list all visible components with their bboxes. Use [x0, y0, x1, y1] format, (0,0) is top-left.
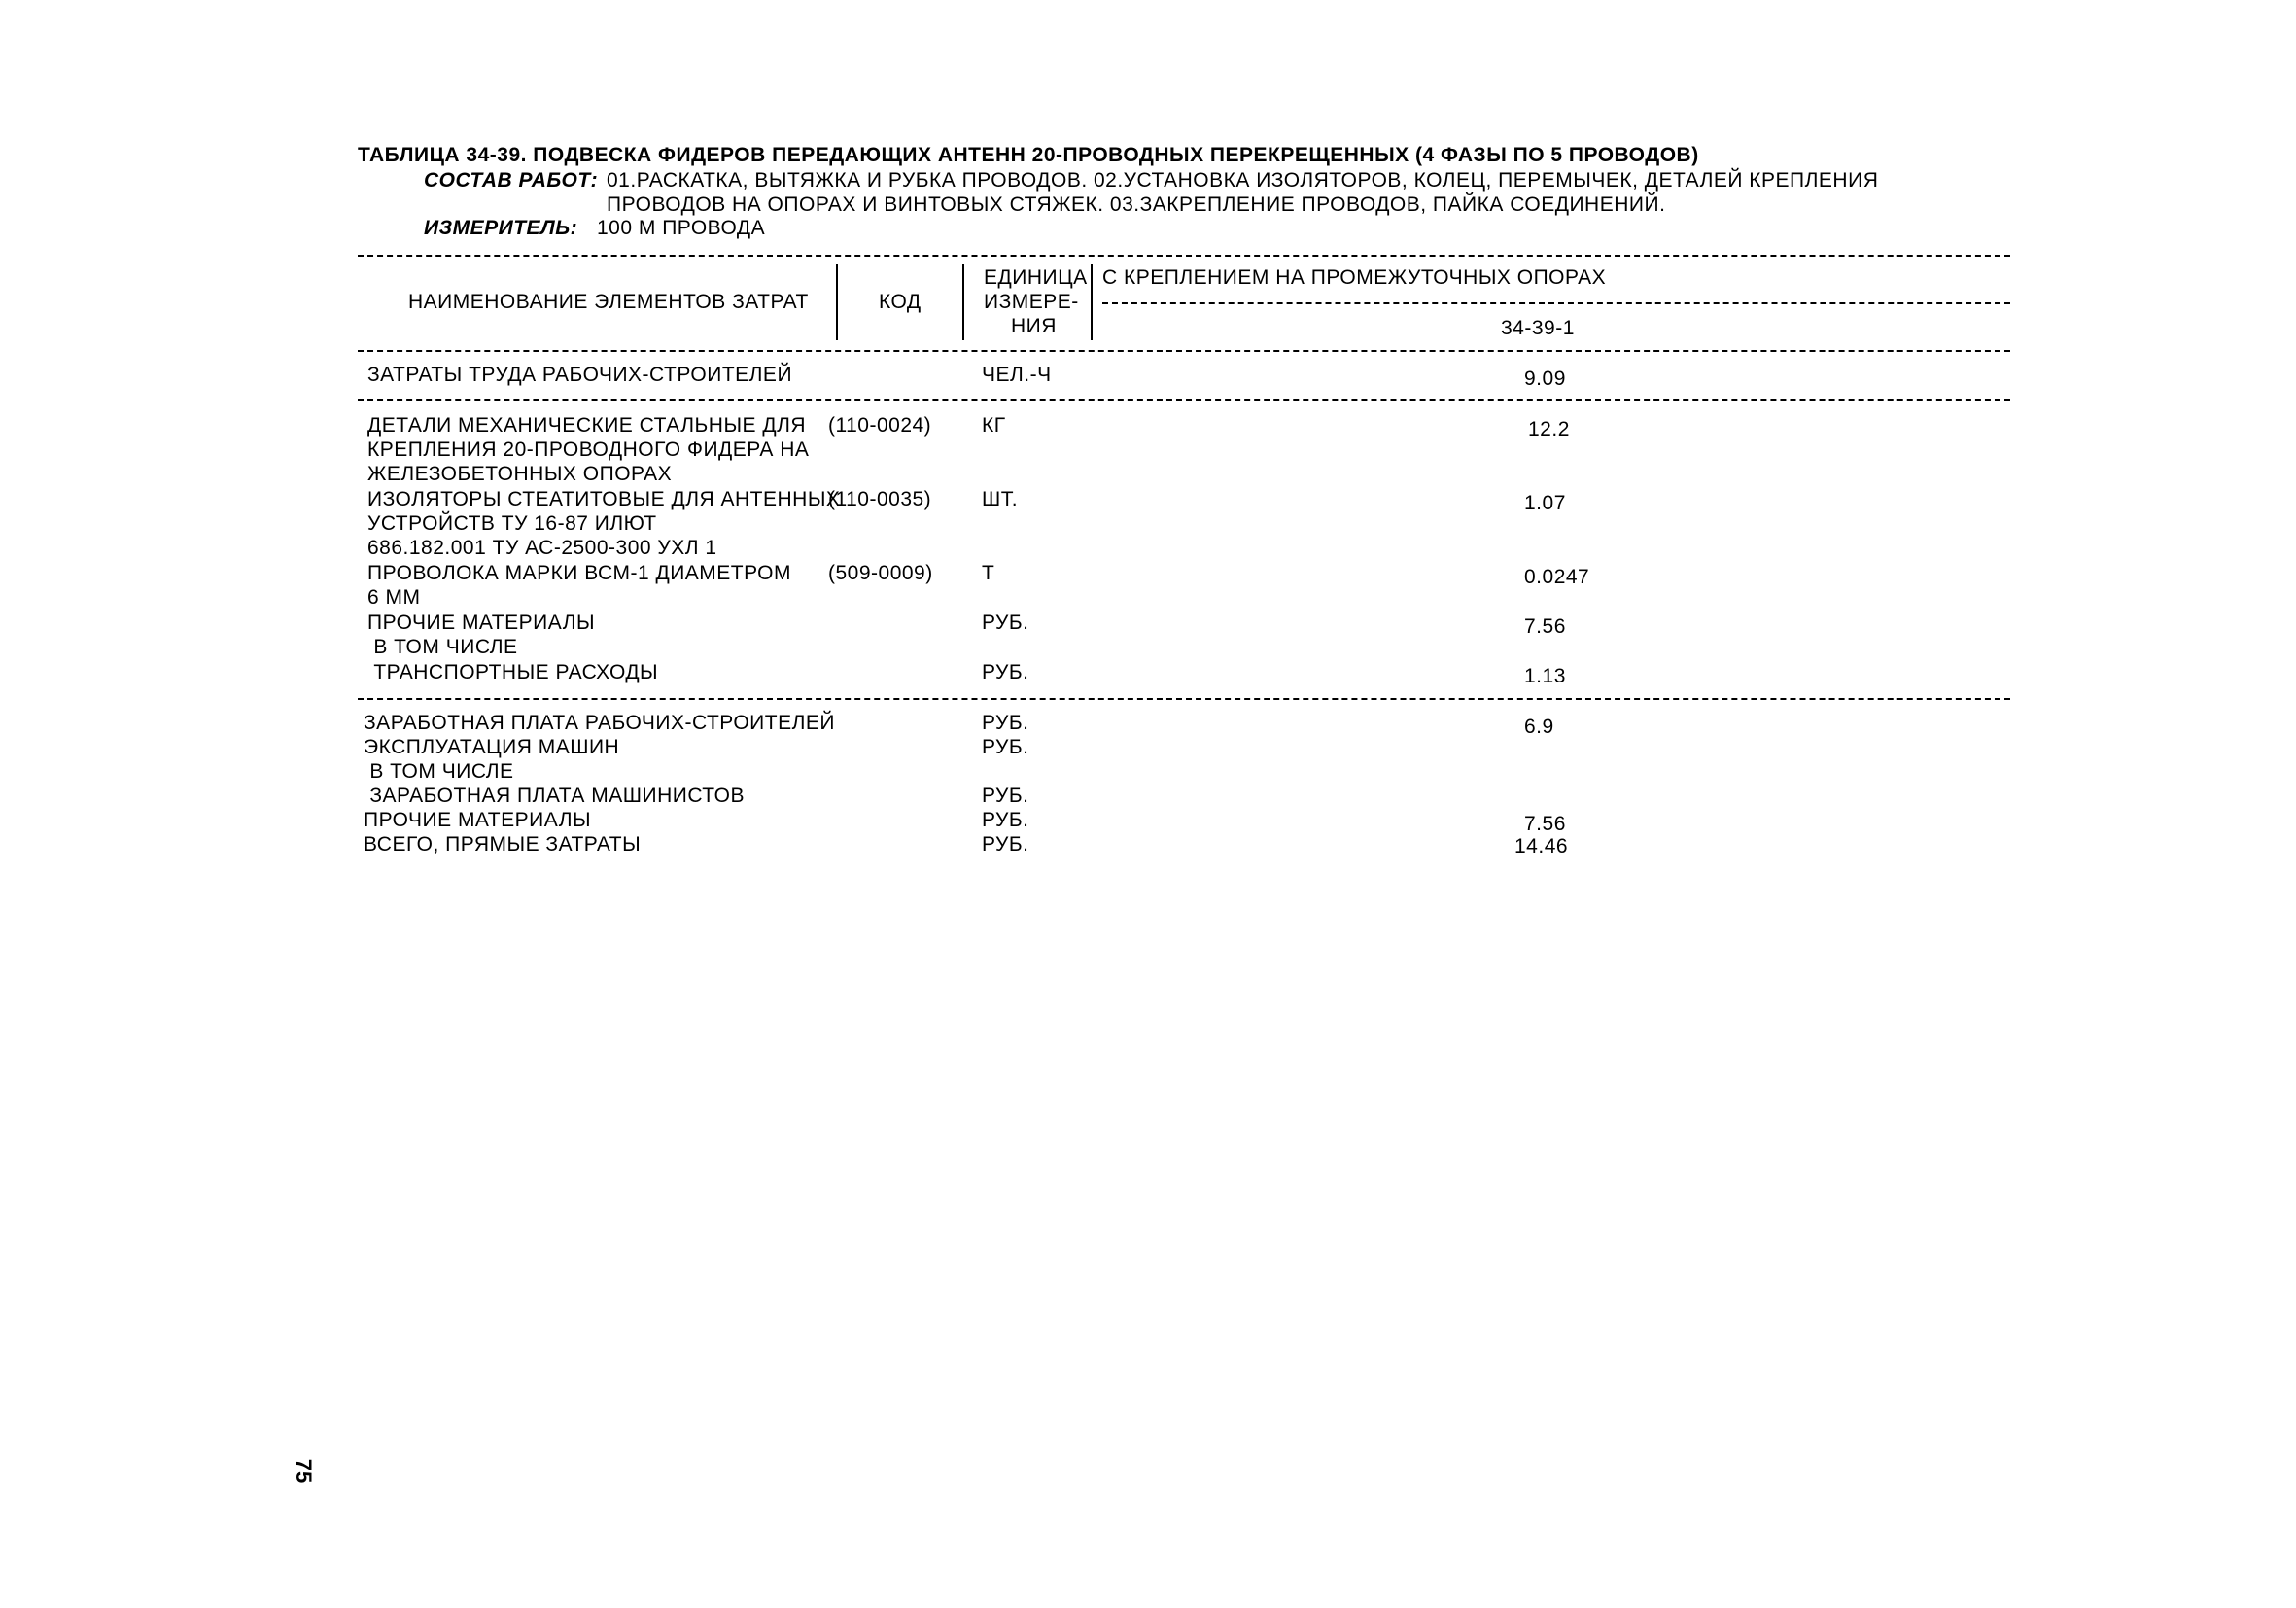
material-4-name-line-1: ПРОЧИЕ МАТЕРИАЛЫ	[367, 612, 596, 634]
cost-5-name: ПРОЧИЕ МАТЕРИАЛЫ	[364, 809, 592, 831]
cost-2-name: ЭКСПЛУАТАЦИЯ МАШИН	[364, 736, 620, 758]
cost-6-value: 14.46	[1514, 835, 1569, 857]
material-1-value: 12.2	[1528, 418, 1570, 440]
cost-6-unit: РУБ.	[982, 833, 1029, 856]
meter-label: ИЗМЕРИТЕЛЬ:	[424, 217, 578, 239]
material-2-value: 1.07	[1524, 492, 1566, 514]
labor-unit: ЧЕЛ.-Ч	[982, 364, 1052, 386]
header-separator-2	[962, 264, 964, 340]
material-3-name-line-2: 6 ММ	[367, 586, 421, 609]
cost-3-name: В ТОМ ЧИСЛЕ	[364, 760, 514, 783]
material-4-value: 7.56	[1524, 615, 1566, 638]
header-unit-line-3: НИЯ	[1011, 315, 1057, 337]
cost-1-name: ЗАРАБОТНАЯ ПЛАТА РАБОЧИХ-СТРОИТЕЛЕЙ	[364, 712, 835, 734]
material-2-unit: ШТ.	[982, 488, 1019, 510]
cost-4-unit: РУБ.	[982, 785, 1029, 807]
labor-value: 9.09	[1524, 367, 1566, 390]
material-1-name-line-2: КРЕПЛЕНИЯ 20-ПРОВОДНОГО ФИДЕРА НА	[367, 438, 810, 461]
rule-header-bottom	[358, 350, 2010, 352]
material-2-name-line-2: УСТРОЙСТВ ТУ 16-87 ИЛЮТ	[367, 512, 657, 535]
cost-6-name: ВСЕГО, ПРЯМЫЕ ЗАТРАТЫ	[364, 833, 642, 856]
header-name-col: НАИМЕНОВАНИЕ ЭЛЕМЕНТОВ ЗАТРАТ	[408, 291, 809, 313]
header-separator-1	[836, 264, 838, 340]
header-unit-line-2: ИЗМЕРЕ-	[984, 291, 1079, 313]
material-2-code: (110-0035)	[828, 488, 932, 510]
material-5-unit: РУБ.	[982, 661, 1029, 683]
rule-labor-bottom	[358, 399, 2010, 401]
material-3-unit: Т	[982, 562, 995, 584]
page-number: 75	[292, 1458, 317, 1484]
material-4-name-line-2: В ТОМ ЧИСЛЕ	[367, 636, 518, 658]
material-5-value: 1.13	[1524, 665, 1566, 687]
composition-line-2: ПРОВОДОВ НА ОПОРАХ И ВИНТОВЫХ СТЯЖЕК. 03.ЗАКРЕПЛЕНИЕ ПРОВОДОВ, ПАЙКА СОЕДИНЕНИЙ.	[607, 193, 1666, 216]
rule-top	[358, 255, 2010, 257]
composition-label: СОСТАВ РАБОТ:	[424, 169, 599, 192]
table-title: ТАБЛИЦА 34-39. ПОДВЕСКА ФИДЕРОВ ПЕРЕДАЮЩИХ АНТЕНН 20-ПРОВОДНЫХ ПЕРЕКРЕЩЕННЫХ (4 ФАЗЫ ПО 5 ПРОВОДОВ)	[358, 144, 1699, 166]
meter-value: 100 М ПРОВОДА	[597, 217, 766, 239]
cost-5-value: 7.56	[1524, 813, 1566, 835]
material-1-code: (110-0024)	[828, 414, 932, 437]
header-unit-line-1: ЕДИНИЦА	[984, 266, 1088, 289]
material-4-unit: РУБ.	[982, 612, 1029, 634]
material-2-name-line-1: ИЗОЛЯТОРЫ СТЕАТИТОВЫЕ ДЛЯ АНТЕННЫХ	[367, 488, 841, 510]
material-1-unit: КГ	[982, 414, 1006, 437]
header-separator-3	[1091, 264, 1093, 340]
rule-materials-bottom	[358, 698, 2010, 700]
cost-1-unit: РУБ.	[982, 712, 1029, 734]
material-3-value: 0.0247	[1524, 566, 1590, 588]
cost-5-unit: РУБ.	[982, 809, 1029, 831]
composition-line-1: 01.РАСКАТКА, ВЫТЯЖКА И РУБКА ПРОВОДОВ. 02.УСТАНОВКА ИЗОЛЯТОРОВ, КОЛЕЦ, ПЕРЕМЫЧЕК, ДЕТАЛЕЙ КРЕПЛЕНИЯ	[607, 169, 1879, 192]
labor-name: ЗАТРАТЫ ТРУДА РАБОЧИХ-СТРОИТЕЛЕЙ	[367, 364, 793, 386]
material-3-name-line-1: ПРОВОЛОКА МАРКИ ВСМ-1 ДИАМЕТРОМ	[367, 562, 792, 584]
material-1-name-line-3: ЖЕЛЕЗОБЕТОННЫХ ОПОРАХ	[367, 463, 673, 485]
rule-header-sub	[1102, 302, 2010, 304]
material-5-name-line-1: ТРАНСПОРТНЫЕ РАСХОДЫ	[367, 661, 659, 683]
cost-4-name: ЗАРАБОТНАЯ ПЛАТА МАШИНИСТОВ	[364, 785, 746, 807]
cost-2-unit: РУБ.	[982, 736, 1029, 758]
material-2-name-line-3: 686.182.001 ТУ АС-2500-300 УХЛ 1	[367, 537, 717, 559]
material-3-code: (509-0009)	[828, 562, 933, 584]
header-norm-code: 34-39-1	[1501, 317, 1575, 339]
cost-1-value: 6.9	[1524, 716, 1554, 738]
material-1-name-line-1: ДЕТАЛИ МЕХАНИЧЕСКИЕ СТАЛЬНЫЕ ДЛЯ	[367, 414, 807, 437]
header-group-col: С КРЕПЛЕНИЕМ НА ПРОМЕЖУТОЧНЫХ ОПОРАХ	[1102, 266, 1607, 289]
header-code-col: КОД	[879, 291, 922, 313]
